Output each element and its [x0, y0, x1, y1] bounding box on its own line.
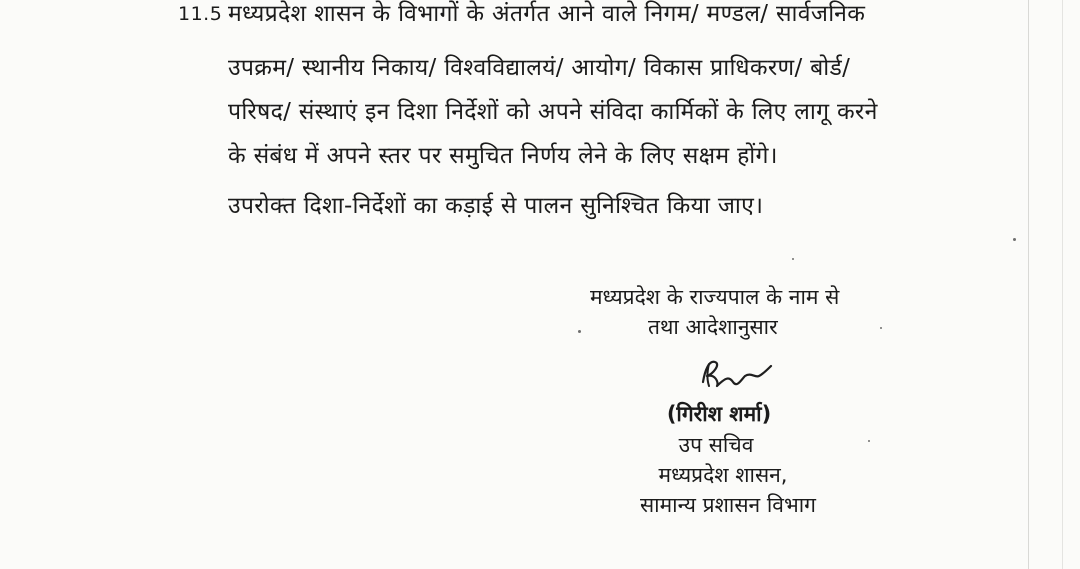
paragraph-text — [228, 2, 938, 178]
signatory-department: सामान्य प्रशासन विभाग — [639, 493, 817, 517]
signatory-government: मध्यप्रदेश शासन, — [658, 463, 788, 487]
handwritten-signature — [695, 352, 775, 392]
paragraph-line: परिषद/ संस्थाएं इन दिशा निर्देशों को अपने संविदा कार्मिकों के लिए लागू करने — [228, 99, 878, 125]
signatory-name: (गिरीश शर्मा) — [666, 402, 772, 426]
paragraph-line: उपक्रम/ स्थानीय निकाय/ विश्वविद्यालयं/ आयोग/ विकास प्राधिकरण/ बोर्ड/ — [228, 55, 851, 81]
scan-speck — [792, 258, 794, 260]
paragraph-11-5 — [178, 2, 938, 178]
signatory-designation: उप सचिव — [678, 433, 754, 457]
paragraph-number: 11.5 — [178, 3, 223, 25]
scan-edge-line — [1028, 0, 1029, 569]
scan-speck — [1013, 238, 1016, 241]
scan-speck — [868, 440, 870, 442]
authority-line-1: मध्यप्रदेश के राज्यपाल के नाम से — [590, 285, 840, 309]
authority-line-2: तथा आदेशानुसार — [648, 315, 778, 339]
scan-speck — [880, 327, 882, 329]
paragraph-line: मध्यप्रदेश शासन के विभागों के अंतर्गत आने वाले निगम/ मण्डल/ सार्वजनिक — [228, 1, 866, 27]
signatory-block — [600, 398, 860, 520]
scan-edge-line — [1062, 0, 1063, 569]
authority-block — [560, 282, 920, 342]
compliance-instruction: उपरोक्त दिशा-निर्देशों का कड़ाई से पालन सुनिश्चित किया जाए। — [228, 193, 764, 219]
scan-speck — [578, 330, 581, 333]
paragraph-line: के संबंध में अपने स्तर पर समुचित निर्णय लेने के लिए सक्षम होंगे। — [228, 143, 778, 169]
